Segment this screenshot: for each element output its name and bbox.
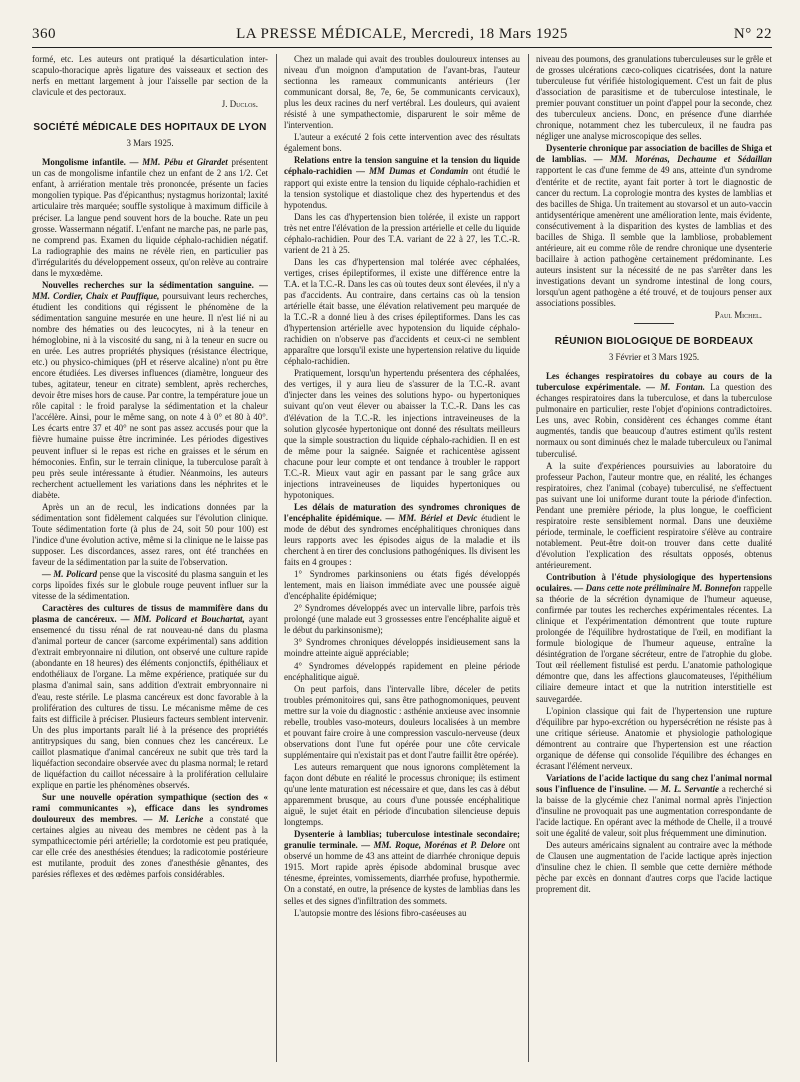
column-left <box>32 54 268 1064</box>
paragraph-authors: — MM. Bériel et Devic <box>381 512 478 523</box>
journal-title: LA PRESSE MÉDICALE, Mercredi, 18 Mars 1925 <box>236 26 568 42</box>
paragraph-title: Les échanges respiratoires du cobaye au cours de la tuberculose expérimentale. <box>536 371 772 393</box>
paragraph: Dans les cas d'hypertension mal tolérée avec céphalées, vertiges, crises épileptiformes, il existe une différence entre la T.A. et la T.C.-R. Dans les cas où toutes deux sont élevées, il n'y a pas d'accidents. Au contraire, dans certains cas où la tension artérielle était basse, une élévation relativement peu marquée de la T.C.-R a donné lieu à des crises épileptiformes. Dans les cas d'hypertension artérielle avec hypotension du liquide céphalo-rachidien on n'observe pas d'accidents et ceux-ci ne semblent apparaître que lorsqu'il existe une hypertension relative du liquide céphalo-rachidien. <box>284 256 520 367</box>
paragraph-authors: — MM. Morénas, Dechaume et Sédaillan <box>586 154 772 165</box>
paragraph: 1° Syndromes parkinsoniens ou états figés développés lentement, mais en liaison immédiate avec une poussée aiguë d'encéphalite épidémique; <box>284 569 520 602</box>
column-middle <box>284 54 520 1064</box>
paragraph-authors: — MM Dumas et Condamin <box>352 166 469 177</box>
paragraph-title: Dysenterie chronique par association de bacilles de Shiga et de lamblias. <box>536 143 772 165</box>
paragraph-text: ayant ensemencé du tissu rénal de rat nouveau-né dans du plasma d'animal porteur de cancer (sarcome expérimental) sans addition d'extrait embryonnaire ni dilution, ont observé une culture rapide (abondante en 18 heures) des éléments conjonctifs, épithéliaux et endothéliaux de l'organe. La même expérience, pratiquée sur du plasma d'animal sain, sans addition d'extrait embryonnaire ni d'eau, reste stérile. Le plasma cancéreux est donc favorable à la prolifération des cultures de tissu. Le mécanisme même de ces faits est difficile à préciser. Plusieurs facteurs semblent intervenir. Un des plus importants paraît lié à la présence des propriétés antitrypsiques du sang, bien connues chez les cancéreux. Le caillot plasmatique d'animal cancéreux ne subit que très tard la liquéfaction secondaire observée avec du plasma normal; le retard de liquéfaction du caillot nécessaire à la prolifération cellulaire explique en partie les phénomènes observés. <box>32 614 268 790</box>
paragraph-text: présentent un cas de mongolisme infantile chez un enfant de 2 ans 1/2. Cet enfant, à arriération mentale très prononcée, présente un facies mongolien typique. Pas d'épicanthus; nystagmus horizontal; laxité articulaire très marquée; souffle systolique à maximum difficile à préciser. La langue pend souvent hors de la bouche. Rate un peu grosse. Wassermann négatif. L'enfant ne marche pas, ne parle pas, ne comprend pas. Examen du liquide céphalo-rachidien négatif. La radiographie des mains ne révèle rien, en particulier pas d'irrégularités du développement osseux, qu'on relève au contraire dans le myxœdème. <box>32 157 268 278</box>
paragraph-authors: — M. Leriche <box>137 814 204 825</box>
paragraph <box>32 280 268 501</box>
signature: Paul Michel. <box>714 310 762 321</box>
page-header <box>32 26 772 46</box>
paragraph-text: a constaté que certaines algies au niveau des membres ne cèdent pas à la sympathicectomie péri artérielle; la cordotomie est peu pratiquée, car elle crée des anesthésies étendues; la radicotomie postérieure est mutilante, produit des zones d'anesthésie gênantes, des parésies réflexes et des œdèmes parfois considérables. <box>32 814 268 880</box>
paragraph <box>32 569 268 602</box>
paragraph: Pratiquement, lorsqu'un hypertendu présentera des céphalées, des vertiges, il y aura lieu de s'assurer de la T.C.-R. avant d'injecter dans les veines des solutions hypo- ou hypertoniques suivant qu'on veut élever ou abaisser la T.C.-R. Dans les cas d'élévation de la T.C.-R. les injections intraveineuses de la solution glycosée hypertonique ont donné des résultats meilleurs que la simple soustraction du liquide céphalo-rachidien. Il en est de même pour la saignée. Saignée et rachicentèse agissent chacune pour leur compte et ont tendance à troubler le rapport T.C.-R. Mieux vaut agir en passant par le sang grâce aux injections intraveineuses de liquides hypertoniques ou hypotoniques. <box>284 368 520 500</box>
paragraph-text: rapportent le cas d'une femme de 49 ans, atteinte d'un syndrome d'entérite et de rectite, ayant fait porter à tort le diagnostic de cancer du rectum. La coprologie montra des kystes de lamblias et des bacilles de Shiga. Un traitement au stovarsol et un auto-vaccin antidysentérique amenèrent une amélioration lente, mais évidente, consécutivement à la disparition des kystes de lamblias et des bacilles de Shiga. Il semble que la lambliose, probablement antérieure, ait eu comme rôle de rendre chronique une dysenterie bacillaire à action pathogène certainement prédominante. Les auteurs insistent sur la nécessité de ne pas s'arrêter dans les investigations devant un syndrome intestinal de long cours, lorsqu'un agent pathogène a été trouvé, et de toujours penser aux associations possibles. <box>536 165 772 309</box>
section-title: RÉUNION BIOLOGIQUE DE BORDEAUX <box>554 336 754 348</box>
paragraph: L'opinion classique qui fait de l'hypertension une rupture d'équilibre par hypo-excrétion ou hypersécrétion ne résiste pas à une critique sérieuse. Anatomie et physiologie pathologique démontrent au contraire que l'hypertension est une réaction organique de défense qui consolide l'équilibre des échanges en écrasant l'élément nerveux. <box>536 705 772 771</box>
paragraph-authors: — MM. Cordier, Chaix et Pauffique, <box>32 279 268 301</box>
header-rule <box>32 47 772 48</box>
paragraph <box>284 829 520 906</box>
section-date: 3 Mars 1925. <box>126 138 174 149</box>
paragraph: niveau des poumons, des granulations tuberculeuses sur le grêle et de grosses ulcérations cæco-coliques cicatrisées, dont la nature tuberculeuse fut vérifiée histologiquement. C'est un fait de plus d'association de parasitisme et de tuberculose intestinale, le premier pouvant constituer un point d'appel pour la seconde, chez des tuberculeux anciens. Donc, en présence d'une diarrhée chronique, notamment chez les tuberculeux, il ne faudra pas négliger une analyse microscopique des selles. <box>536 54 772 142</box>
paragraph <box>284 155 520 210</box>
paragraph: 2° Syndromes développés avec un intervalle libre, parfois très prolongé (une malade eut 3 grossesses entre l'encéphalite aiguë et le début du parkinsonisme); <box>284 603 520 636</box>
paragraph <box>32 603 268 791</box>
paragraph-text: ont étudié le rapport qui existe entre la tension du liquide céphalo-rachidien et la tension systolique et diastolique chez des hypertendus et des hypotendus. <box>284 166 520 210</box>
issue-number: N° 22 <box>733 26 772 42</box>
paragraph <box>536 371 772 459</box>
paragraph: 4° Syndromes développés rapidement en pleine période encéphalitique aiguë. <box>284 660 520 682</box>
paragraph-text: La question des échanges respiratoires dans la tuberculose, et dans la tuberculose pulmonaire en particulier, reste l'objet d'opinions contradictoires. Les uns, avec Robin, considèrent ces échanges comme étant augmentés, tandis que beaucoup d'autres estiment qu'ils restent normaux ou sont diminués chez le malade tuberculeux ou l'animal tuberculisé. <box>536 382 772 459</box>
paragraph-title: Relations entre la tension sanguine et la tension du liquide céphalo-rachidien <box>284 155 520 177</box>
paragraph: Les auteurs remarquent que nous ignorons complètement la façon dont débute en réalité le processus chronique; ils estiment qu'une lente maturation est nécessaire et que, dans les cas à début apparemment brusque, au cours d'une poussée encéphalitique aiguë, le sujet était en période d'incubation silencieuse depuis longtemps. <box>284 761 520 828</box>
paragraph <box>32 157 268 279</box>
paragraph-text: ont observé un homme de 43 ans atteint de diarrhée chronique depuis 1915. Mort rapide après épisode abdominal brusque avec ténesme, épreintes, vomissements, diarrhée profuse, hypothermie. On a constaté, en outre, la présence de kystes de lamblias dans les selles et des signes d'infiltration des sommets. <box>284 840 520 906</box>
paragraph-authors: — M. Policard <box>42 569 98 580</box>
page-number: 360 <box>32 26 56 42</box>
paragraph-title: Dysenterie à lamblias; tuberculose intestinale secondaire; granulie terminale. <box>284 829 520 851</box>
paragraph: Chez un malade qui avait des troubles douloureux intenses au niveau d'un moignon d'amputation de l'avant-bras, l'auteur sectionna les rameaux communicants antérieurs (1er communicant dorsal, 8e, 7e, 6e, 5e communicants cervicaux), plus les deux racines du nerf vertébral. Les douleurs, qui avaient résisté à une sympathectomie, disparurent le soir même de l'intervention. <box>284 54 520 131</box>
paragraph-authors: — M. Fontan. <box>640 382 705 393</box>
paragraph-text: étudient le mode de début des syndromes encéphalitiques chroniques dans leurs rapports avec les épisodes aigus de la maladie et ils cherchent à en tirer des conclusions pathogéniques. Ils divisent les faits en 4 groupes : <box>284 512 520 568</box>
paragraph-title: Nouvelles recherches sur la sédimentation sanguine. <box>42 279 254 290</box>
paragraph: Des auteurs américains signalent au contraire avec la méthode de Clausen une augmentation de l'acide lactique après injection d'insuline chez le chien. Il semble que cette dernière méthode pèche par excès en donnant d'autres corps que l'acide lactique proprement dit. <box>536 840 772 895</box>
paragraph <box>536 773 772 839</box>
paragraph <box>536 143 772 309</box>
section-title: SOCIÉTÉ MÉDICALE DES HOPITAUX DE LYON <box>33 122 267 134</box>
paragraph <box>536 572 772 705</box>
section-divider <box>634 323 674 324</box>
paragraph-title: Contribution à l'étude physiologique des hypertensions oculaires. <box>536 572 772 594</box>
signature: J. Duclos. <box>221 99 258 110</box>
paragraph-authors: — M. L. Servantie <box>646 783 719 794</box>
paragraph-authors: — MM. Pébu et Girardet <box>125 157 228 168</box>
paragraph: Dans les cas d'hypertension bien tolérée, il existe un rapport très net entre l'élévation de la pression artérielle et celle du liquide céphalo-rachidien. Pour des T.A. variant de 22 à 27, les T.C.-R. varient de 21 à 25. <box>284 211 520 255</box>
paragraph <box>284 502 520 568</box>
paragraph: 3° Syndromes chroniques développés insidieusement sans la moindre atteinte aiguë appréciable; <box>284 637 520 659</box>
paragraph-title: Variations de l'acide lactique du sang chez l'animal normal sous l'influence de l'insuline. <box>536 772 772 794</box>
paragraph-authors: — Dans cette note préliminaire M. Bonnefon <box>572 583 742 594</box>
paragraph: Après un an de recul, les indications données par la sédimentation sont fidèlement calquées sur l'évolution clinique. Toute sédimentation forte (à plus de 24, soit 50 pour 100) est l'indice d'une évolution active, même si la clinique ne le laisse pas supposer. Les discordances, assez rares, ont été tranchées en faveur de la sédimentation par la suite de l'observation. <box>32 501 268 567</box>
paragraph-authors: — MM. Policard et Bouchartat, <box>116 614 245 625</box>
paragraph: L'autopsie montre des lésions fibro-caséeuses au <box>294 907 467 918</box>
paragraph-text: pense que la viscosité du plasma sanguin et les corps lipoïdes fixés sur le globule rouge peuvent influer sur la vitesse de la sédimentation. <box>32 569 268 602</box>
article-columns <box>32 54 772 1064</box>
paragraph: formé, etc. Les auteurs ont pratiqué la désarticulation inter-scapulo-thoracique après ligature des vaisseaux et section des nerfs en mettant largement à jour l'aisselle par section de la clavicule et des pectoraux. <box>32 54 268 98</box>
paragraph-text: rappelle sa théorie de la sécrétion dynamique de l'humeur aqueuse, confirmée par toutes les recherches expérimentales récentes. La clinique et l'expérimentation démontrent que toute rupture prolongée de l'équilibre hydrostatique de l'œil, en modifiant la formule biologique de l'humeur aqueuse, entraîne la désintégration de l'organe sécréteur, entre de l'atrophie du globe. Tout œil réellement fistulisé est perdu. L'anatomie pathologique démontre que, dans les affections glaucomateuses, l'épithélium ciliaire demeure intact et que la nutrition interstitielle est sauvegardée. <box>536 583 772 704</box>
paragraph-title: Les délais de maturation des syndromes chroniques de l'encéphalite épidémique. <box>284 501 520 523</box>
paragraph-text: a recherché si la baisse de la glycémie chez l'animal normal après l'injection d'insuline ne provoquait pas une augmentation correspondante de l'acide lactique. En opérant avec la méthode de Chelle, il a trouvé soit une égalité de valeur, soit plus fréquemment une diminution. <box>536 783 772 839</box>
paragraph: A la suite d'expériences poursuivies au laboratoire du professeur Pachon, l'auteur montre que, en réalité, les échanges respiratoires, chez l'animal (cobaye) tuberculisé, ne s'effectuent pas suivant une loi uniforme durant toute la période d'infection. Pendant une première période, la plus longue, le coefficient respiratoire reste sensiblement normal. Dans une deuxième période, terminale, le coefficient respiratoire s'élève au contraire notablement. Peut-être doit-on trouver dans cette dualité d'évolution l'explication des résultats opposés, obtenus antérieurement. <box>536 460 772 570</box>
paragraph: L'auteur a exécuté 2 fois cette intervention avec des résultats également bons. <box>284 132 520 154</box>
paragraph: On peut parfois, dans l'intervalle libre, déceler de petits troubles prémonitoires qui, sans être pathognomoniques, peuvent mettre sur la voie du diagnostic : asthénie anxieuse avec insomnie rebelle, troubles vaso-moteurs, douleurs localisées à un membre et pouvant faire croire à une compression vasculo-nerveuse (deux observations dont l'une fut opérée pour une côte cervicale supplémentaire qui n'existait pas et dont l'autre faillit être opérée). <box>284 683 520 760</box>
paragraph-title: Caractères des cultures de tissus de mammifère dans du plasma de cancéreux. <box>32 603 268 625</box>
paragraph-text: poursuivant leurs recherches, étudient les conditions qui régissent le phénomène de la sédimentation sanguine mesurée en une heure. Il n'est lié ni au nombre des hématies ou des leucocytes, ni à la teneur en hémoglobine, ni à la viscosité du sang, ni à la teneur en sucre ou en urée. Les autres propriétés physiques (résistance électrique, etc.) ou physico-chimiques (pH et réserve alcaline) n'ont pu être encore étudiées. Les diverses influences (diamètre, longueur des tubes, agitateur, teneur en citrate) semblent, après recherches, devoir être mises hors de cause. Par contre, la température joue un rôle capital : le froid paralyse la sédimentation et la chaleur l'accélère. Ainsi, pour le même sang, on note 4 à 0° et 80 à 40°. Les écarts entre 37 et 40° ne sont pas assez accusés pour que la fièvre humaine puisse être incriminée. Les périodes digestives peuvent influer si le repas est riche en graisses et le sérum en hémoconies. Enfin, sur le terrain clinique, la tuberculose paraît à peu près seule intéressante à étudier. Néanmoins, les auteurs recherchent actuellement les variations dans les néphrites et le diabète. <box>32 290 268 500</box>
paragraph-title: Sur une nouvelle opération sympathique (section des « rami communicantes »), efficace dans les syndromes douloureux des membres. <box>32 791 268 825</box>
column-right <box>536 54 772 1064</box>
paragraph-title: Mongolisme infantile. <box>42 157 126 168</box>
paragraph-authors: — MM. Roque, Morénas et P. Delore <box>357 840 506 851</box>
paragraph <box>32 792 268 880</box>
section-date: 3 Février et 3 Mars 1925. <box>608 352 700 363</box>
